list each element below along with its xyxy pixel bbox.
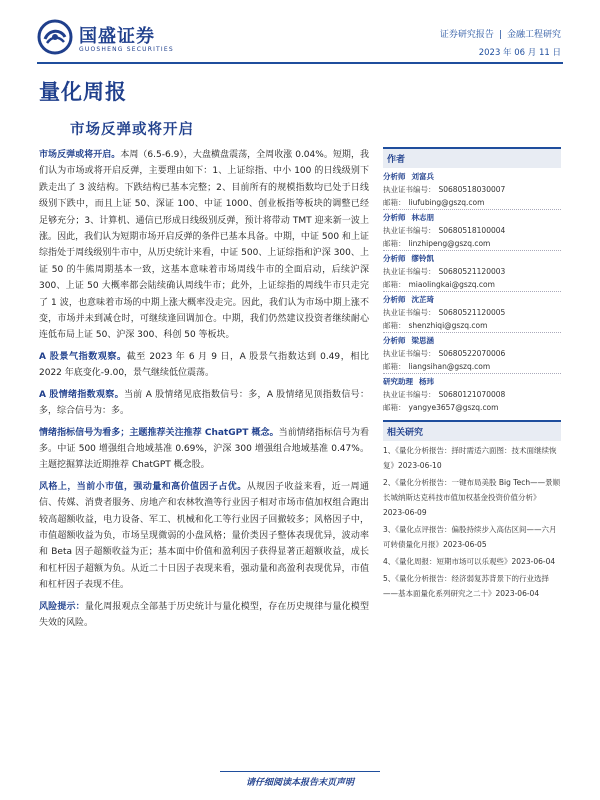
report-title: 市场反弹或将开启 (70, 122, 194, 138)
license-label: 执业证书编号： (383, 390, 436, 399)
email-label: 邮箱： (383, 362, 406, 371)
analyst-role: 分析师 (383, 295, 406, 304)
paragraph-lead: 市场反弹或将开启。 (39, 150, 121, 160)
license-label: 执业证书编号： (383, 226, 436, 235)
email-link[interactable]: liufubing@gszq.com (408, 198, 485, 207)
paragraph-style (39, 479, 369, 594)
paragraph-lead: A 股景气指数观察。 (39, 351, 127, 362)
divider (383, 373, 561, 374)
divider (383, 209, 561, 210)
analyst-role: 分析师 (383, 336, 406, 345)
header-divider (37, 62, 563, 64)
email-link[interactable]: yangye3657@gszq.com (408, 403, 499, 412)
company-name: 国盛证券 (79, 26, 155, 47)
license-number: S0680121070008 (438, 390, 506, 399)
company-logo (37, 17, 187, 59)
paragraph-lead: A 股情绪指数观察。 (39, 389, 124, 400)
license-number: S0680518100004 (438, 226, 506, 235)
paragraph-lead: 风险提示： (39, 601, 85, 612)
report-category (440, 27, 561, 40)
research-category: 金融工程研究 (506, 30, 561, 40)
guosheng-logo-icon (37, 19, 73, 55)
analyst-card (383, 211, 561, 251)
related-item[interactable]: 5、《量化分析报告：经济弱复苏背景下的行业选择——基本面量化系列研究之二十》2023-06-04 (383, 574, 550, 598)
analyst-name: 沈芷琦 (411, 295, 434, 304)
email-link[interactable]: liangsihan@gszq.com (408, 362, 491, 371)
paragraph-body: 量化周报观点全部基于历史统计与量化模型，存在历史规律与量化模型失效的风险。 (39, 601, 369, 628)
analyst-card (383, 252, 561, 292)
analyst-card (383, 334, 561, 374)
paragraph-body: 截至 2023 年 6 月 9 日，A 股景气指数达到 0.49，相比 2022 年底变化-9.00，景气继续低位震荡。 (39, 351, 369, 379)
paragraph-lead: 风格上，当前小市值，强动量和高价值因子占优。 (39, 481, 247, 492)
paragraph-risk (39, 599, 369, 632)
related-heading: 相关研究 (383, 420, 561, 441)
analyst-name: 刘富兵 (411, 172, 434, 181)
paragraph-market (39, 147, 369, 344)
sidebar (383, 147, 561, 603)
related-item[interactable]: 2、《量化分析报告：一键布局美股 Big Tech——景顺长城纳斯达克科技市值加权基金投资价值分析》2023-06-09 (383, 478, 561, 517)
related-research (383, 420, 561, 601)
paragraph-body: 本周（6.5-6.9），大盘横盘震荡，全周收涨 0.04%。短期，我们认为市场或将开启反弹，主要理由如下：1、上证综指、中小 100 的日线级别下跌走出了 3 波结构。下跌结构已基本完整；2、目前所有的规模指数均已处于日线级别下跌中，而且上证 50、深证 100、中证 1000、创业板指等板块的调整已经足够充分；3、计算机、通信已形成日线级别反弹，预计将带动 TMT 迎来新一波上涨。因此，我们认为短期市场开启反弹的条件已基本具备。中期，中证 500 和上证综指处于周线级别牛市中，从历史统计来看，中证 500、上证综指和沪深 300、上证 50 的牛熊周期基本一致，这基本意味着市场周线牛市的全面启动，后续沪深 300、上证 50 大概率都会陆续确认周线牛市；此外，上证综指的周线牛市只走完了 1 波，也意味着市场的中期上涨大概率没走完。因此，我们认为市场中期上涨不变，市场并未到减仓时，可继续逢回调加仓。中期，我们仍然建议投资者继续耐心连低布局上证 50、沪深 300、科创 50 等板块。 (39, 150, 369, 341)
paragraph-body: 从规因子收益来看，近一周通信、传媒、消费者服务、房地产和农林牧渔等行业因子相对市场市值加权组合跑出较高超额收益，电力设备、军工、机械和化工等行业因子回撤较多；风格因子中，市值超额收益为负，市场呈现微弱的小盘风格；量价类因子整体表现优异，波动率和 Beta 因子超额收益为正；基本面中价值和盈利因子获得显著正超额收益，成长和杠杆因子超额为负。从近二十日因子表现来看，强动量和高盈利表现优异，市值和杠杆因子表现不佳。 (39, 481, 369, 591)
license-number: S0680521120003 (438, 267, 506, 276)
paragraph-signal (39, 425, 369, 474)
email-label: 邮箱： (383, 198, 406, 207)
analyst-role: 分析师 (383, 172, 406, 181)
analyst-name: 杨玮 (419, 377, 434, 386)
divider (383, 250, 561, 251)
paragraph-body: 当前 A 股情绪见底指数信号：多，A 股情绪见顶指数信号：多，综合信号为：多。 (39, 389, 369, 417)
email-link[interactable]: shenzhiqi@gszq.com (408, 321, 488, 330)
paragraph-lead: 情绪指标信号为看多；主题推荐关注推荐 ChatGPT 概念。 (39, 427, 279, 438)
license-number: S0680521120005 (438, 308, 506, 317)
footer-disclaimer: 请仔细阅读本报告末页声明 (245, 778, 354, 788)
analyst-role: 分析师 (383, 254, 406, 263)
header-separator: | (498, 30, 502, 40)
license-number: S0680522070006 (438, 349, 506, 358)
analyst-card (383, 375, 561, 414)
analyst-name: 缪铃凯 (411, 254, 434, 263)
related-item[interactable]: 1、《量化分析报告：择时需适六面图：技术面继续恢复》2023-06-10 (383, 446, 557, 470)
email-link[interactable]: miaolingkai@gszq.com (408, 280, 495, 289)
divider (383, 291, 561, 292)
email-label: 邮箱： (383, 403, 406, 412)
email-label: 邮箱： (383, 280, 406, 289)
report-kind: 证券研究报告 (439, 30, 494, 40)
report-type: 量化周报 (39, 80, 127, 104)
analyst-card (383, 293, 561, 333)
license-number: S0680518030007 (438, 185, 506, 194)
main-content (39, 147, 369, 636)
license-label: 执业证书编号： (383, 308, 436, 317)
license-label: 执业证书编号： (383, 185, 436, 194)
email-link[interactable]: linzhipeng@gszq.com (408, 239, 491, 248)
paragraph-sentiment (39, 387, 369, 420)
license-label: 执业证书编号： (383, 267, 436, 276)
report-date: 2023 年 06 月 11 日 (478, 48, 561, 58)
related-item[interactable]: 3、《量化点评报告：偏股持续步入高估区间——六月可转债量化月报》2023-06-05 (383, 525, 557, 549)
company-name-en: GUOSHENG SECURITIES (79, 46, 174, 53)
analyst-role: 研究助理 (383, 377, 413, 386)
divider (383, 332, 561, 333)
license-label: 执业证书编号： (383, 349, 436, 358)
analyst-name: 林志朋 (411, 213, 434, 222)
footer-divider (220, 771, 380, 772)
email-label: 邮箱： (383, 321, 406, 330)
email-label: 邮箱： (383, 239, 406, 248)
authors-heading: 作者 (383, 147, 561, 168)
analyst-name: 梁思涵 (411, 336, 434, 345)
related-item[interactable]: 4、《量化周报：短期市场可以乐观些》2023-06-04 (383, 557, 556, 566)
paragraph-prosperity (39, 349, 369, 382)
analyst-card (383, 170, 561, 210)
paragraph-body: 当前情绪指标信号为看多。中证 500 增强组合地域基准 0.69%，沪深 300 增强组合地域基准 0.47%。主题挖掘算法近期推荐 ChatGPT 概念股。 (39, 427, 369, 471)
analyst-role: 分析师 (383, 213, 406, 222)
